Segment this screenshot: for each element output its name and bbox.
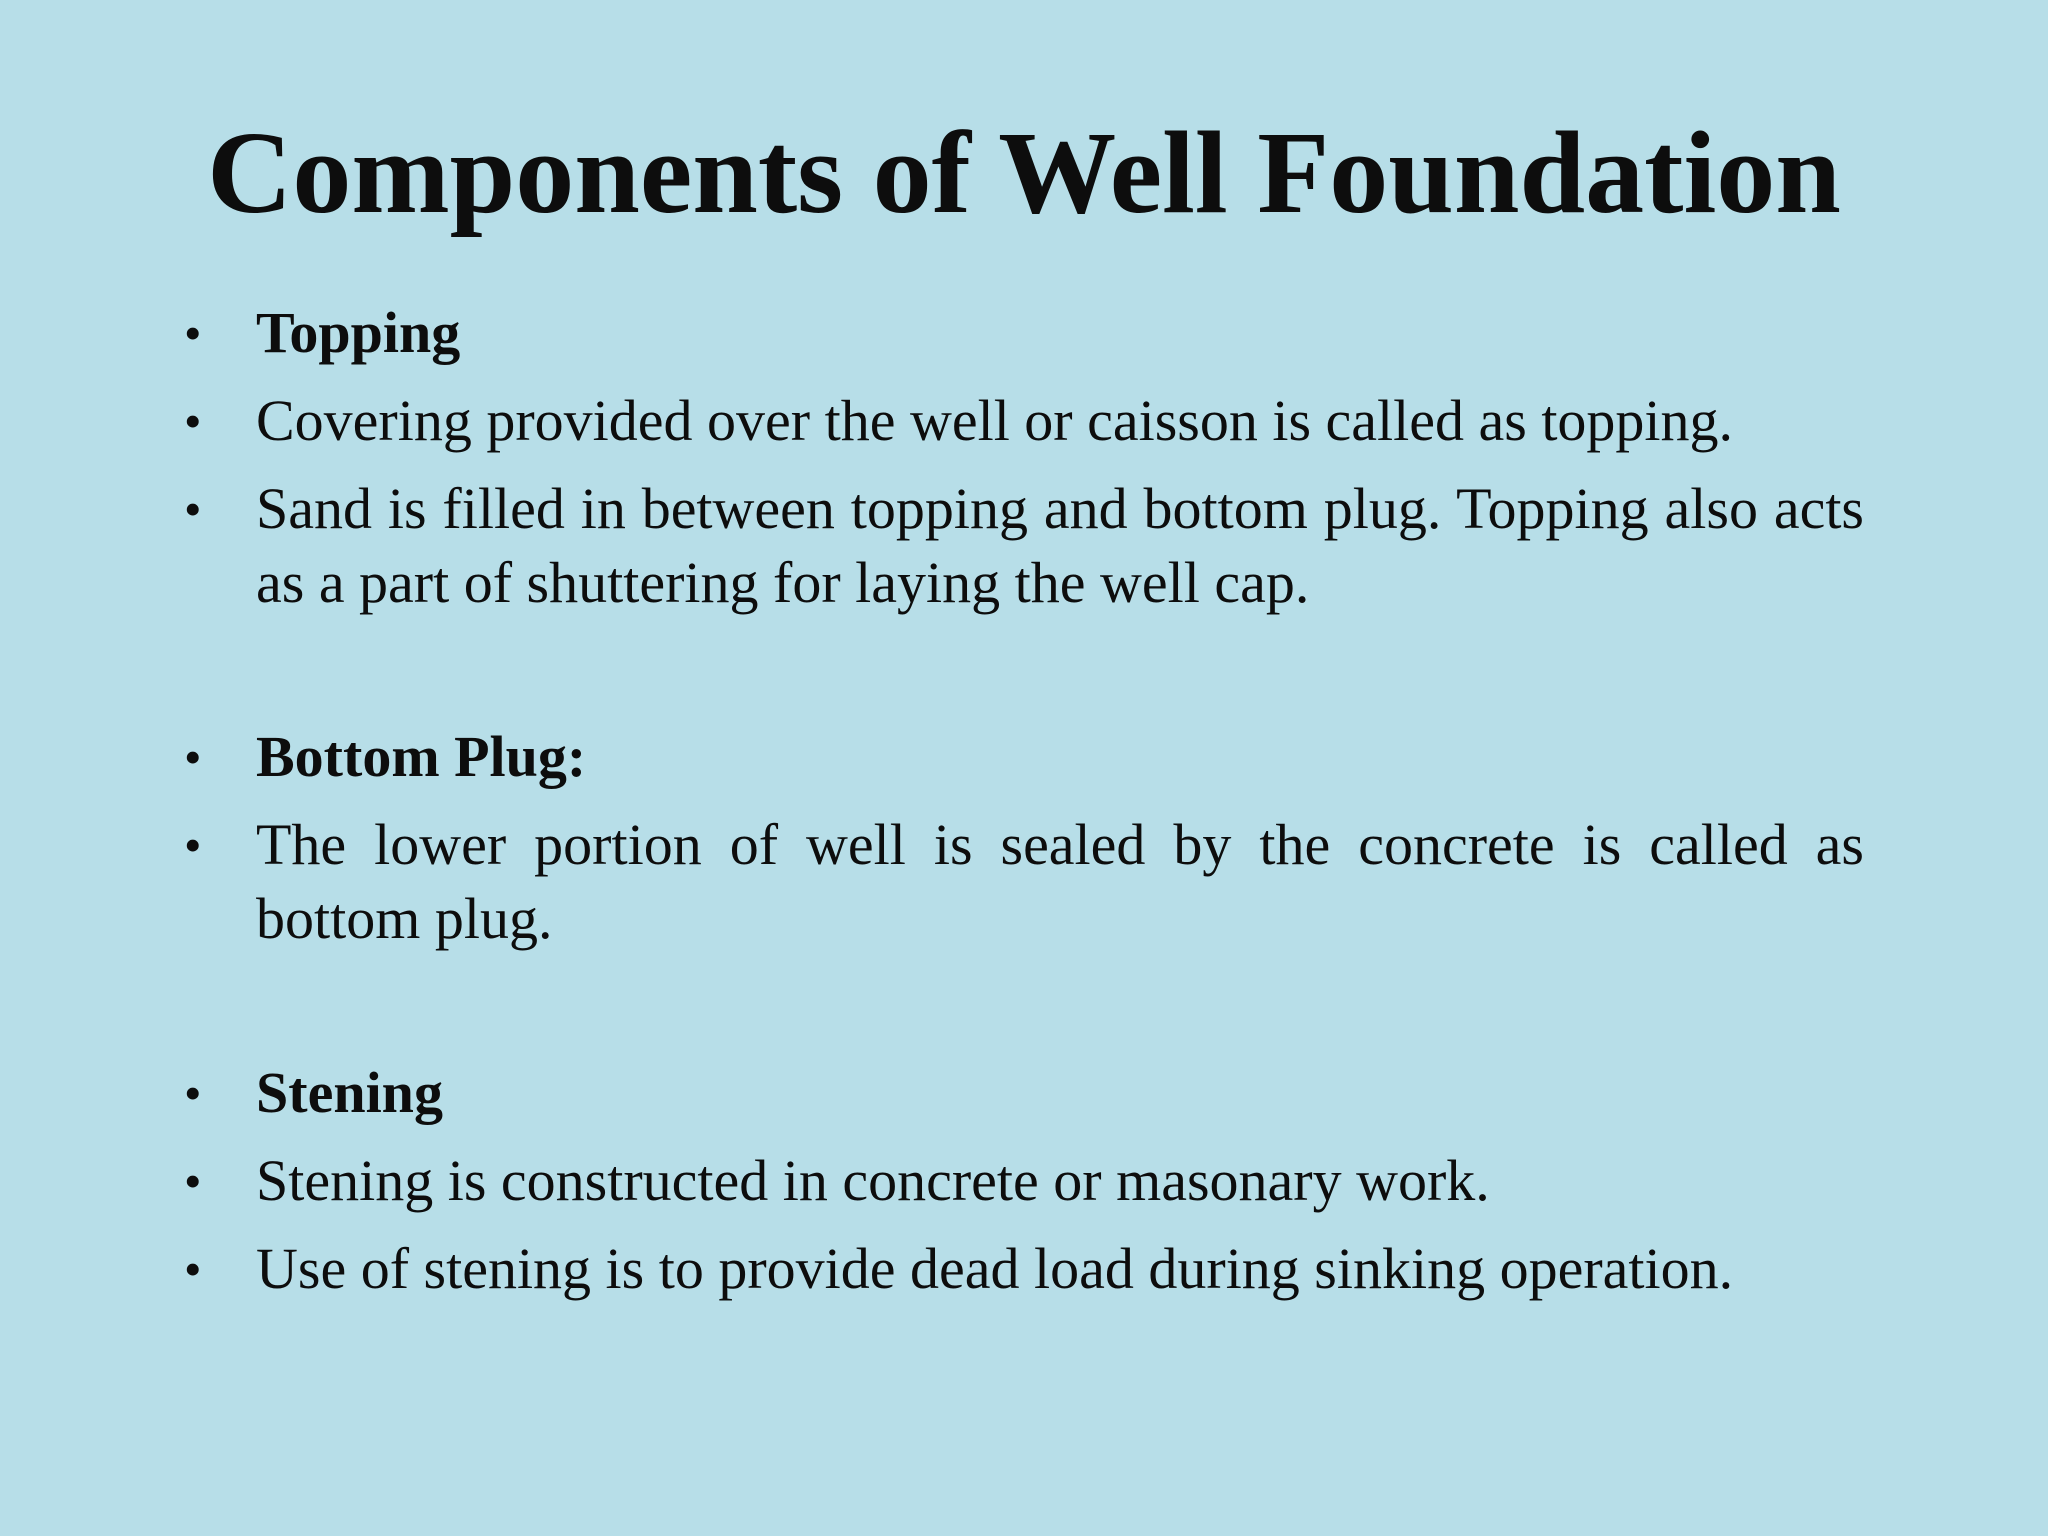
bullet-icon: •	[184, 1153, 202, 1209]
bullet-item	[176, 1232, 1864, 1306]
bullet-text: The lower portion of well is sealed by the concrete is called as bottom plug.	[256, 812, 1864, 951]
bullet-heading-bottom-plug	[176, 720, 1864, 794]
bullet-text: Use of stening is to provide dead load during sinking operation.	[256, 1236, 1734, 1301]
bullet-item	[176, 808, 1864, 956]
bullet-item	[176, 384, 1864, 458]
bullet-icon: •	[184, 393, 202, 449]
bullet-text: Bottom Plug:	[256, 724, 587, 789]
bullet-text: Stening	[256, 1060, 443, 1125]
bullet-text: Sand is filled in between topping and bottom plug. Topping also acts as a part of shuttering for laying the well cap.	[256, 476, 1864, 615]
bullet-icon: •	[184, 1065, 202, 1121]
bullet-text: Topping	[256, 300, 461, 365]
bullet-heading-stening	[176, 1056, 1864, 1130]
bullet-text: Stening is constructed in concrete or masonary work.	[256, 1148, 1490, 1213]
bullet-icon: •	[184, 1241, 202, 1297]
bullet-icon: •	[184, 481, 202, 537]
bullet-item	[176, 1144, 1864, 1218]
slide-title: Components of Well Foundation	[207, 107, 1841, 238]
bullet-item	[176, 472, 1864, 620]
bullet-list	[176, 296, 1864, 1306]
bullet-icon: •	[184, 729, 202, 785]
bullet-heading-topping	[176, 296, 1864, 370]
bullet-icon: •	[184, 305, 202, 361]
bullet-text: Covering provided over the well or caisson is called as topping.	[256, 388, 1734, 453]
bullet-icon: •	[184, 817, 202, 873]
